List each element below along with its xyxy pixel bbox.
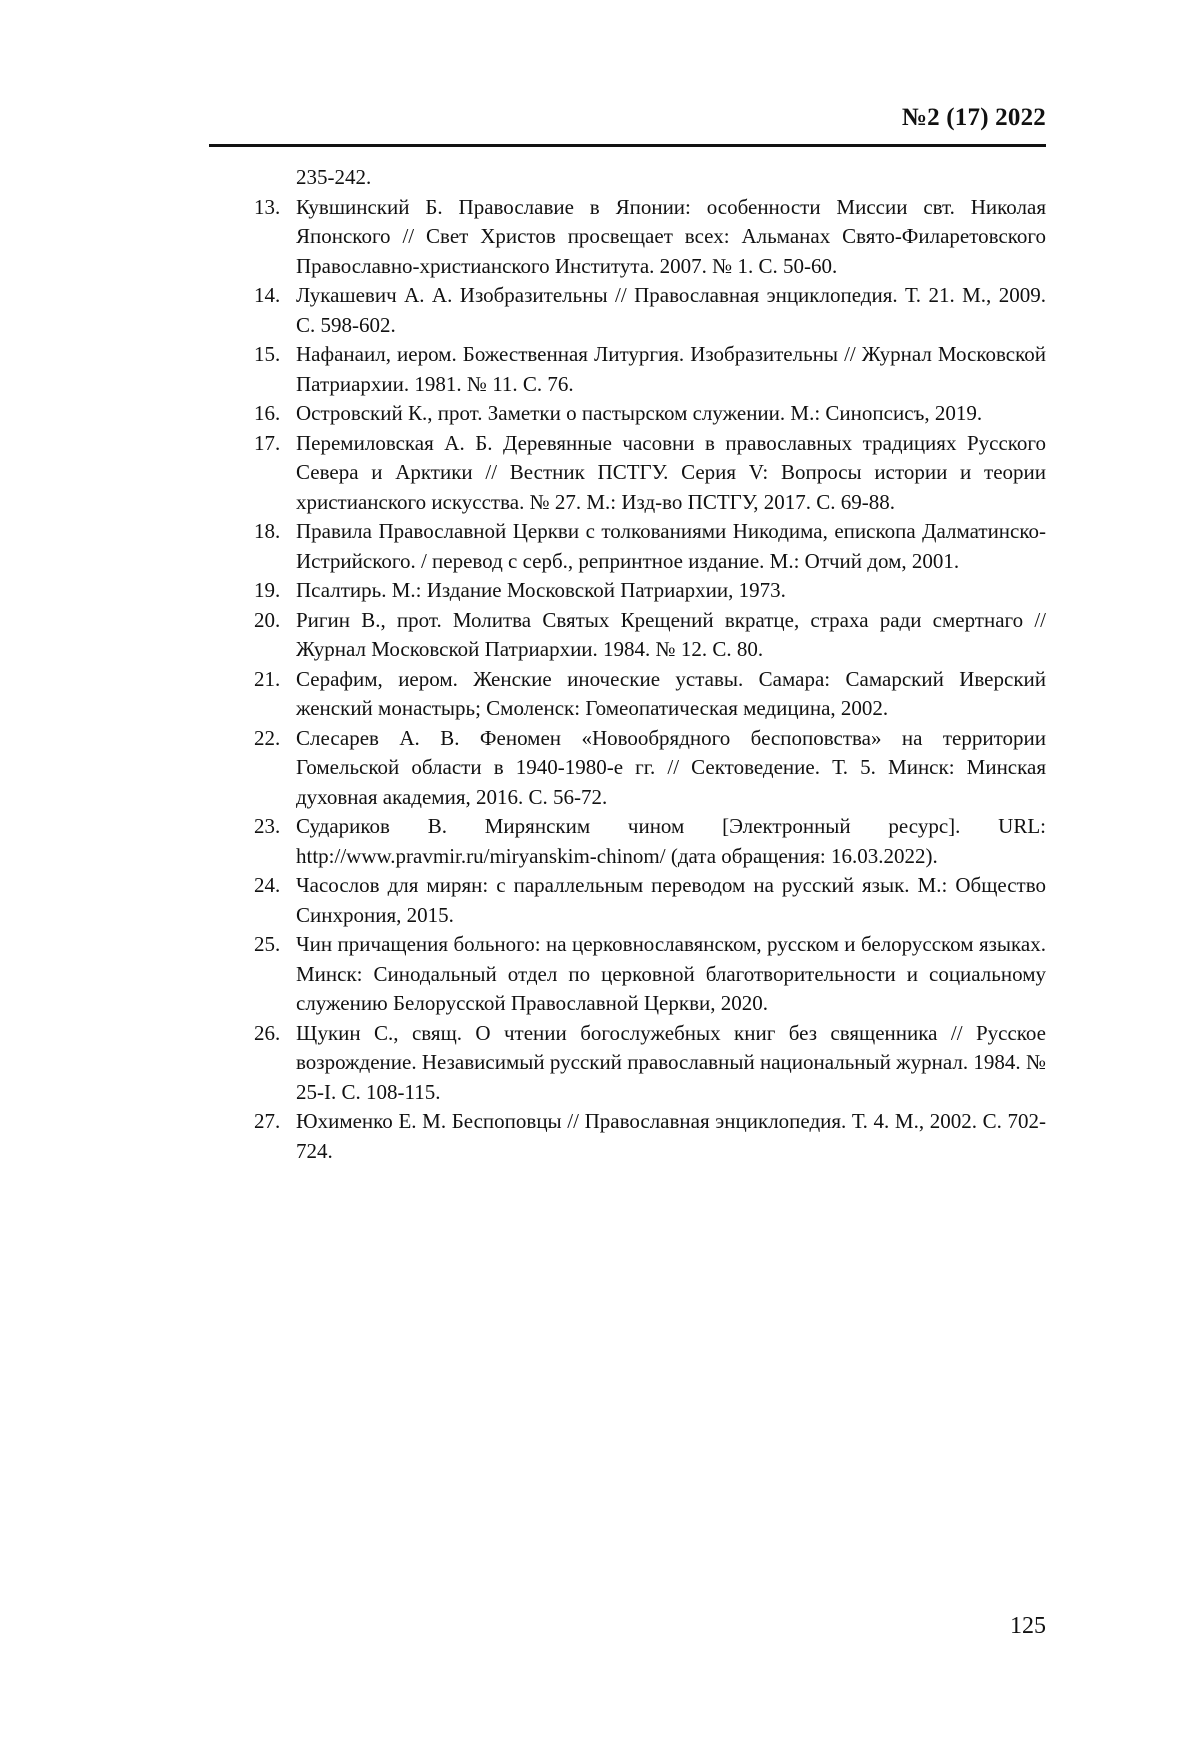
reference-number: 23. [254,814,281,838]
reference-text: Кувшинский Б. Православие в Японии: особенности Миссии свт. Николая Японского // Свет Христов просвещает всех: Альманах Свято-Филаретовского Православно-христианского Института. 2007. № 1. С. 50-60. [296,194,1046,278]
reference-text: Псалтирь. М.: Издание Московской Патриархии, 1973. [296,578,786,602]
reference-item [209,576,1046,606]
reference-number: 24. [254,873,281,897]
reference-text: Нафанаил, иером. Божественная Литургия. Изобразительны // Журнал Московской Патриархии. 1981. № 11. С. 76. [296,342,1046,396]
page-header [209,96,1046,147]
reference-text: Слесарев А. В. Феномен «Новообрядного беспоповства» на территории Гомельской области в 1940-1980-е гг. // Сектоведение. Т. 5. Минск: Минская духовная академия, 2016. С. 56-72. [296,725,1046,809]
reference-text: Судариков В. Мирянским чином [Электронный ресурс]. URL: http://www.pravmir.ru/miryanskim-chinom/ (дата обращения: 16.03.2022). [296,814,1046,868]
reference-item [209,517,1046,576]
reference-text: Правила Православной Церкви с толкованиями Никодима, епископа Далматинско-Истрийского. / перевод с серб., репринтное издание. М.: Отчий дом, 2001. [296,519,1046,573]
reference-item [209,606,1046,665]
reference-text: Часослов для мирян: с параллельным переводом на русский язык. М.: Общество Синхрония, 2015. [296,873,1046,927]
reference-item [209,429,1046,518]
reference-item [209,930,1046,1019]
reference-text: Юхименко Е. М. Беспоповцы // Православная энциклопедия. Т. 4. М., 2002. С. 702-724. [296,1109,1046,1163]
reference-item [209,724,1046,813]
reference-item [209,399,1046,429]
reference-text: Перемиловская А. Б. Деревянные часовни в православных традициях Русского Севера и Арктики // Вестник ПСТГУ. Серия V: Вопросы истории и теории христианского искусства. № 27. М.: Изд-во ПСТГУ, 2017. С. 69-88. [296,430,1046,514]
reference-list [209,163,1046,1166]
reference-number: 18. [254,519,281,543]
reference-number: 15. [254,342,281,366]
reference-item [209,193,1046,282]
issue-label: №2 (17) 2022 [901,104,1046,131]
reference-item [209,812,1046,871]
reference-number: 17. [254,430,281,455]
reference-number: 25. [254,932,281,956]
reference-number: 27. [254,1109,281,1133]
reference-text: Чин причащения больного: на церковнославянском, русском и белорусском языках. Минск: Синодальный отдел по церковной благотворительности и социальному служению Белорусской Православной Церкви, 2020. [296,932,1046,1015]
reference-item [209,1107,1046,1166]
reference-number: 16. [254,401,281,425]
reference-item [209,871,1046,930]
reference-continuation: 235-242. [296,165,372,189]
reference-number: 20. [254,607,281,632]
reference-item [209,340,1046,399]
reference-text: Ригин В., прот. Молитва Святых Крещений вкратце, страха ради смертнаго // Журнал Московской Патриархии. 1984. № 12. С. 80. [296,607,1046,661]
reference-number: 14. [254,283,281,307]
reference-number: 21. [254,666,281,691]
page-number: 125 [1010,1613,1046,1639]
reference-text: Лукашевич А. А. Изобразительны // Православная энциклопедия. Т. 21. М., 2009. С. 598-602. [296,283,1046,337]
reference-item [209,1019,1046,1108]
reference-item [209,281,1046,340]
reference-item [209,665,1046,724]
reference-number: 26. [254,1020,281,1045]
reference-number: 19. [254,578,281,602]
reference-text: Серафим, иером. Женские иноческие уставы. Самара: Самарский Иверский женский монастырь; Смоленск: Гомеопатическая медицина, 2002. [296,666,1046,720]
reference-number: 13. [254,194,281,219]
reference-number: 22. [254,725,281,750]
reference-text: Островский К., прот. Заметки о пастырском служении. М.: Синопсисъ, 2019. [296,401,983,425]
reference-text: Щукин С., свящ. О чтении богослужебных книг без священника // Русское возрождение. Независимый русский православный национальный журнал. 1984. № 25-I. С. 108-115. [296,1020,1046,1104]
